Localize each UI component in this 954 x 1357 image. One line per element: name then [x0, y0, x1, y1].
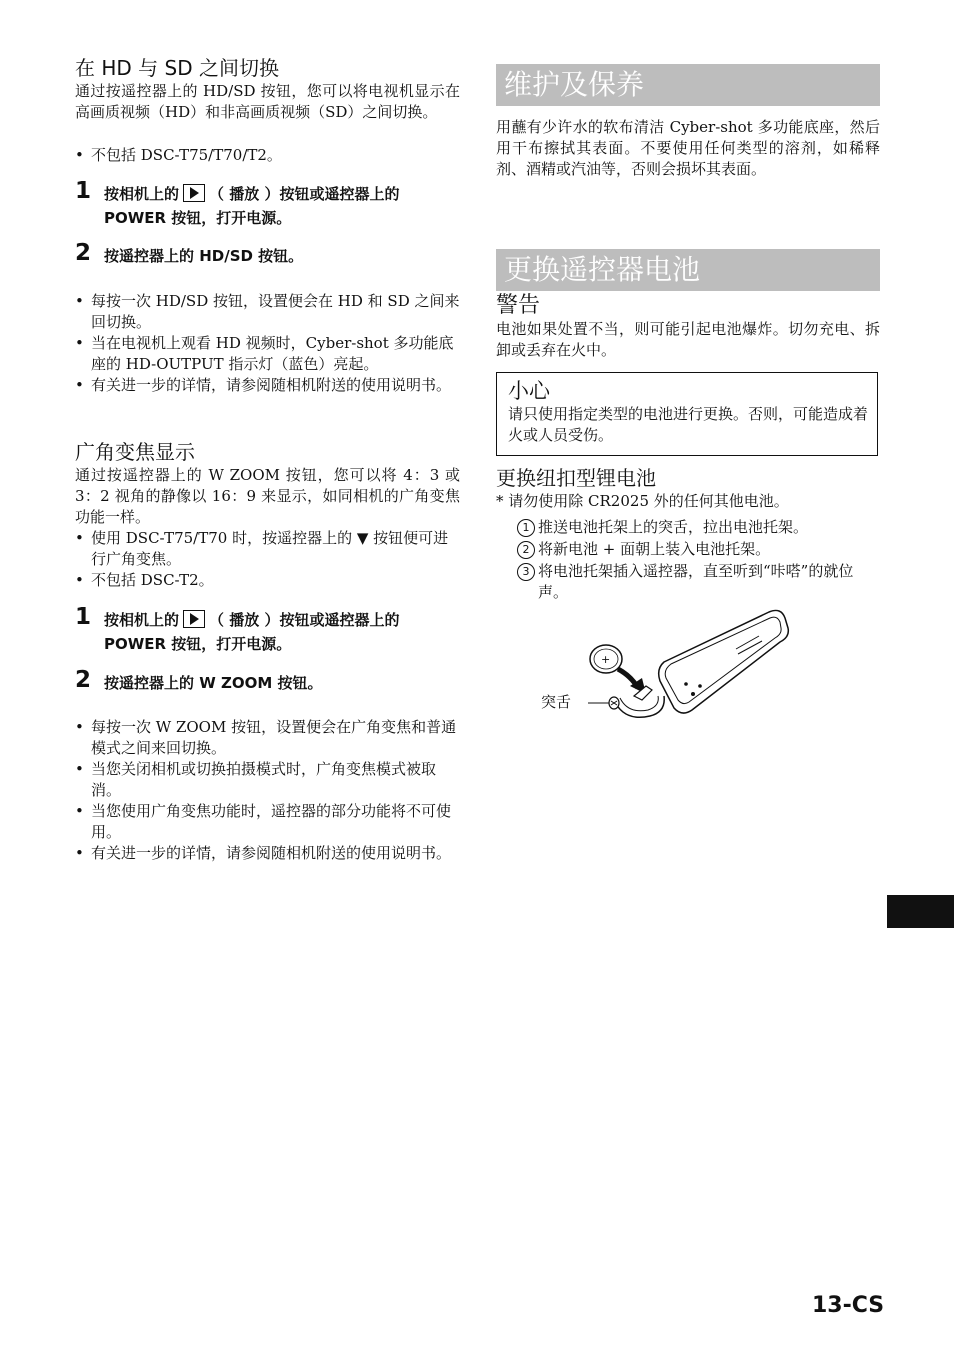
caution-heading: 小心	[508, 379, 550, 403]
section-tab-marker	[887, 895, 954, 928]
wide-zoom-note: • 每按一次 W ZOOM 按钮，设置便会在广角变焦和普通模式之间来回切换。	[75, 717, 460, 759]
hd-sd-heading: 在 HD 与 SD 之间切换	[75, 56, 279, 80]
coin-battery	[590, 645, 622, 673]
step-circle-number: 3	[517, 563, 535, 581]
wide-zoom-note: • 当您使用广角变焦功能时，遥控器的部分功能将不可使用。	[75, 801, 460, 843]
battery-banner	[496, 249, 880, 291]
page-number: 13-CS	[812, 1293, 885, 1318]
step-circle-number: 2	[517, 541, 535, 559]
coin-battery-heading: 更换纽扣型锂电池	[496, 466, 656, 490]
battery-heading: 更换遥控器电池	[504, 253, 701, 286]
battery-steps	[517, 517, 880, 603]
hd-sd-note: • 每按一次 HD/SD 按钮，设置便会在 HD 和 SD 之间来回切换。	[75, 291, 460, 333]
wide-zoom-note: • 有关进一步的详情，请参阅随相机附送的使用说明书。	[75, 843, 460, 864]
step-number: 1	[75, 604, 92, 630]
step-circle-number: 1	[517, 519, 535, 537]
battery-tray	[609, 686, 664, 717]
battery-step	[517, 561, 880, 603]
wide-zoom-intro: 通过按遥控器上的 W ZOOM 按钮，您可以将 4：3 或 3：2 视角的静像以 16：9 来显示，如同相机的广角变焦功能一样。	[75, 466, 460, 526]
hd-sd-note: • 当在电视机上观看 HD 视频时，Cyber-shot 多功能底座的 HD-OUTPUT 指示灯（蓝色）亮起。	[75, 333, 460, 375]
step-text: 按遥控器上的 HD/SD 按钮。	[104, 247, 304, 265]
tab-label: 突舌	[541, 693, 572, 711]
hd-sd-note: • 有关进一步的详情，请参阅随相机附送的使用说明书。	[75, 375, 460, 396]
step-number: 2	[75, 240, 92, 266]
warning-text: 电池如果处置不当，则可能引起电池爆炸。切勿充电、拆卸或丢弃在火中。	[496, 320, 880, 359]
step-number: 1	[75, 178, 92, 204]
step-number: 2	[75, 667, 92, 693]
step-text: 将新电池 + 面朝上装入电池托架。	[538, 540, 771, 558]
wide-zoom-heading: 广角变焦显示	[75, 440, 195, 464]
battery-step	[517, 539, 880, 561]
battery-step	[517, 517, 880, 539]
step-text: 按相机上的 （ 播放 ）按钮或遥控器上的 POWER 按钮，打开电源。	[104, 611, 400, 653]
hd-sd-bullet: • 不包括 DSC-T75/T70/T2。	[75, 145, 460, 166]
maintenance-heading: 维护及保养	[504, 68, 645, 101]
step-text: 推送电池托架上的突舌，拉出电池托架。	[538, 518, 809, 536]
step-text: 按相机上的 （ 播放 ）按钮或遥控器上的 POWER 按钮，打开电源。	[104, 185, 400, 227]
step-text: 按遥控器上的 W ZOOM 按钮。	[104, 674, 323, 692]
caution-text: 请只使用指定类型的电池进行更换。否则，可能造成着火或人员受伤。	[508, 405, 869, 444]
caution-box	[496, 372, 878, 456]
wide-zoom-note: • 当您关闭相机或切换拍摄模式时，广角变焦模式被取消。	[75, 759, 460, 801]
hd-sd-intro: 通过按遥控器上的 HD/SD 按钮，您可以将电视机显示在高画质视频（HD）和非高画质视频（SD）之间切换。	[75, 82, 460, 121]
maintenance-banner	[496, 64, 880, 106]
play-button-icon	[183, 610, 205, 628]
wide-zoom-bullet: • 使用 DSC-T75/T70 时，按遥控器上的 ▼ 按钮便可进行广角变焦。	[75, 528, 460, 570]
battery-type-note: * 请勿使用除 CR2025 外的任何其他电池。	[496, 492, 789, 510]
warning-heading: 警告	[496, 293, 541, 318]
wide-zoom-bullet: • 不包括 DSC-T2。	[75, 570, 460, 591]
remote-battery-illustration	[576, 604, 796, 734]
remote-control-body	[659, 610, 789, 713]
play-button-icon	[183, 184, 205, 202]
svg-text:+: +	[601, 653, 611, 666]
step-text: 将电池托架插入遥控器，直至听到“咔嗒”的就位声。	[538, 562, 854, 601]
maintenance-text: 用蘸有少许水的软布清洁 Cyber-shot 多功能底座，然后用干布擦拭其表面。不要使用任何类型的溶剂，如稀释剂、酒精或汽油等，否则会损坏其表面。	[496, 118, 880, 178]
